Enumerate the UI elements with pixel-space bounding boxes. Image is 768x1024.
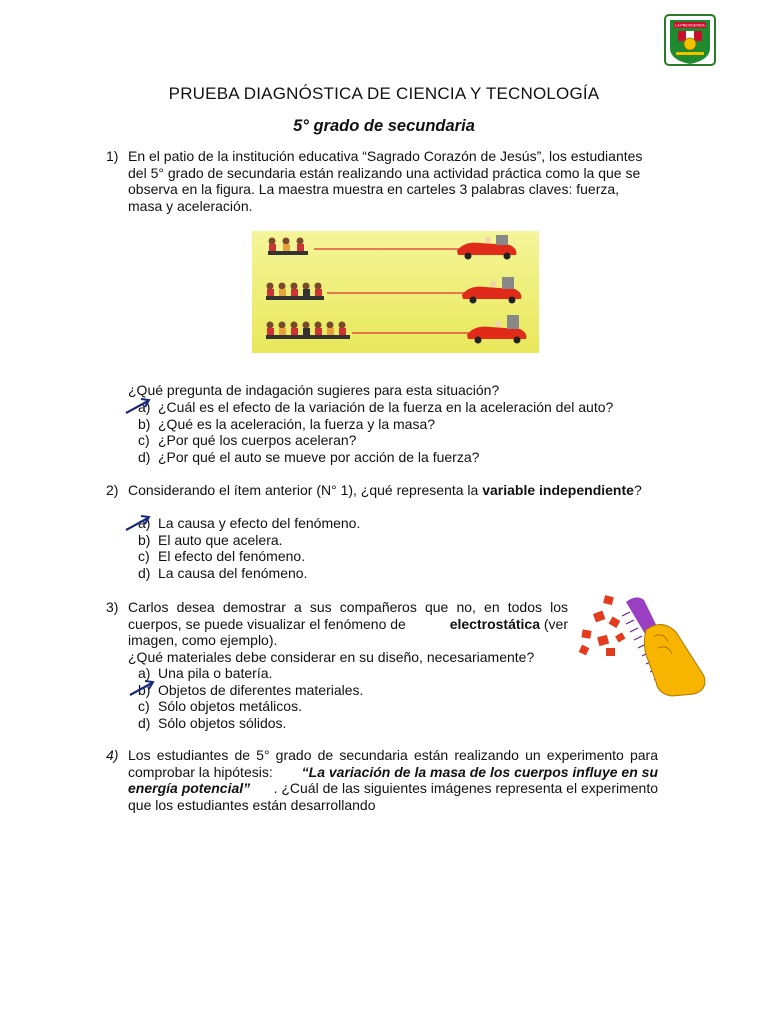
logo-text: LA PREVIDENCIA [675, 23, 705, 28]
question-3-line-3: imagen, como ejemplo). [128, 632, 278, 648]
question-4-line-1: Los estudiantes de 5° grado de secundaria están realizando un experimento para [128, 747, 658, 763]
option-text: Objetos de diferentes materiales. [158, 681, 364, 698]
option-text: El auto que acelera. [158, 531, 283, 548]
question-3-line-2-post: (ver [540, 615, 568, 632]
question-3-keyword: electrostática [449, 615, 540, 632]
question-2-number: 2) [106, 482, 119, 498]
question-2-option-d[interactable] [138, 565, 360, 582]
question-1-text [128, 148, 661, 214]
option-label: c) [138, 548, 150, 565]
paper-bits [579, 595, 626, 656]
question-1-option-b[interactable] [138, 416, 613, 433]
question-2-text-pre: Considerando el ítem anterior (N° 1), ¿qué representa la [128, 482, 483, 498]
option-label: b) [138, 531, 151, 548]
option-text: ¿Qué es la aceleración, la fuerza y la masa? [158, 415, 436, 432]
option-text: Una pila o batería. [158, 665, 273, 681]
question-4-line-2-pre: comprobar la hipótesis: [128, 763, 277, 780]
question-3-option-a[interactable] [138, 665, 363, 682]
question-2-option-a[interactable] [138, 515, 360, 532]
option-text: ¿Cuál es el efecto de la variación de la fuerza en la aceleración del auto? [158, 399, 614, 415]
option-text: La causa y efecto del fenómeno. [158, 515, 361, 531]
question-3-number: 3) [106, 599, 119, 615]
question-3-line-1: Carlos desea demostrar a sus compañeros que no, en todos los [128, 599, 568, 615]
option-text: El efecto del fenómeno. [158, 548, 306, 565]
question-4-line-4: que los estudiantes están desarrollando [128, 796, 376, 813]
page-subtitle: 5° grado de secundaria [293, 117, 475, 135]
option-label: a) [138, 399, 151, 415]
question-3-prompt: ¿Qué materiales debe considerar en su diseño, necesariamente? [128, 648, 535, 665]
question-4-hypothesis-part-1: “La variación de la masa de los cuerpos influye en su [301, 763, 658, 780]
question-4-line-3-post: . ¿Cuál de las siguientes imágenes representa el experimento [273, 780, 658, 796]
question-3-text [128, 599, 568, 665]
option-label: c) [138, 698, 150, 715]
question-1-options [138, 399, 613, 465]
option-label: d) [138, 448, 151, 465]
question-3-option-c[interactable] [138, 698, 363, 715]
tug-of-war-car-figure [252, 231, 539, 353]
question-4-line-2 [128, 764, 658, 781]
option-text: ¿Por qué el auto se mueve por acción de la fuerza? [158, 448, 480, 465]
question-1-line-4: masa y aceleración. [128, 197, 253, 214]
question-4-number: 4) [106, 747, 119, 763]
question-3-line-2-pre: cuerpos, se puede visualizar el fenómeno de [128, 615, 410, 632]
option-label: d) [138, 564, 151, 581]
comb-electrostatics-illustration [576, 590, 710, 702]
page-title: PRUEBA DIAGNÓSTICA DE CIENCIA Y TECNOLOGÍA [168, 84, 600, 103]
question-1-line-1: En el patio de la institución educativa “Sagrado Corazón de Jesús”, los estudiantes [128, 148, 643, 164]
question-1-line-3: observa en la figura. La maestra muestra en carteles 3 palabras claves: fuerza, [128, 181, 620, 197]
option-label: c) [138, 432, 150, 449]
people-group-row-1 [268, 238, 308, 256]
question-3-options [138, 665, 363, 731]
question-1-option-a[interactable] [138, 399, 613, 416]
question-1-option-d[interactable] [138, 449, 613, 466]
question-3-option-d[interactable] [138, 715, 363, 732]
question-1-number: 1) [106, 148, 119, 164]
question-2-options [138, 515, 360, 581]
question-3-line-2 [128, 616, 568, 633]
question-2-text-post: ? [633, 482, 642, 498]
question-2-option-c[interactable] [138, 548, 360, 565]
question-1-option-c[interactable] [138, 432, 613, 449]
option-label: b) [138, 681, 151, 698]
option-label: a) [138, 515, 151, 531]
question-2-text [128, 482, 642, 499]
option-text: Sólo objetos sólidos. [158, 714, 287, 731]
question-4-text [128, 747, 658, 813]
option-label: b) [138, 415, 151, 432]
option-text: Sólo objetos metálicos. [158, 698, 302, 715]
question-1-prompt: ¿Qué pregunta de indagación sugieres para esta situación? [128, 382, 500, 398]
question-3-option-b[interactable] [138, 682, 363, 699]
school-crest-logo [664, 14, 716, 66]
question-4-hypothesis-part-2: energía potencial” [128, 780, 251, 796]
option-text: La causa del fenómeno. [158, 564, 308, 581]
option-text: ¿Por qué los cuerpos aceleran? [158, 432, 357, 449]
question-2-option-b[interactable] [138, 532, 360, 549]
option-label: d) [138, 714, 151, 731]
question-4-line-3 [128, 780, 658, 797]
question-2-keyword: variable independiente [482, 482, 634, 498]
hand [644, 624, 704, 696]
option-label: a) [138, 665, 151, 681]
question-1-line-2: del 5° grado de secundaria están realizando una actividad práctica como la que se [128, 164, 641, 181]
